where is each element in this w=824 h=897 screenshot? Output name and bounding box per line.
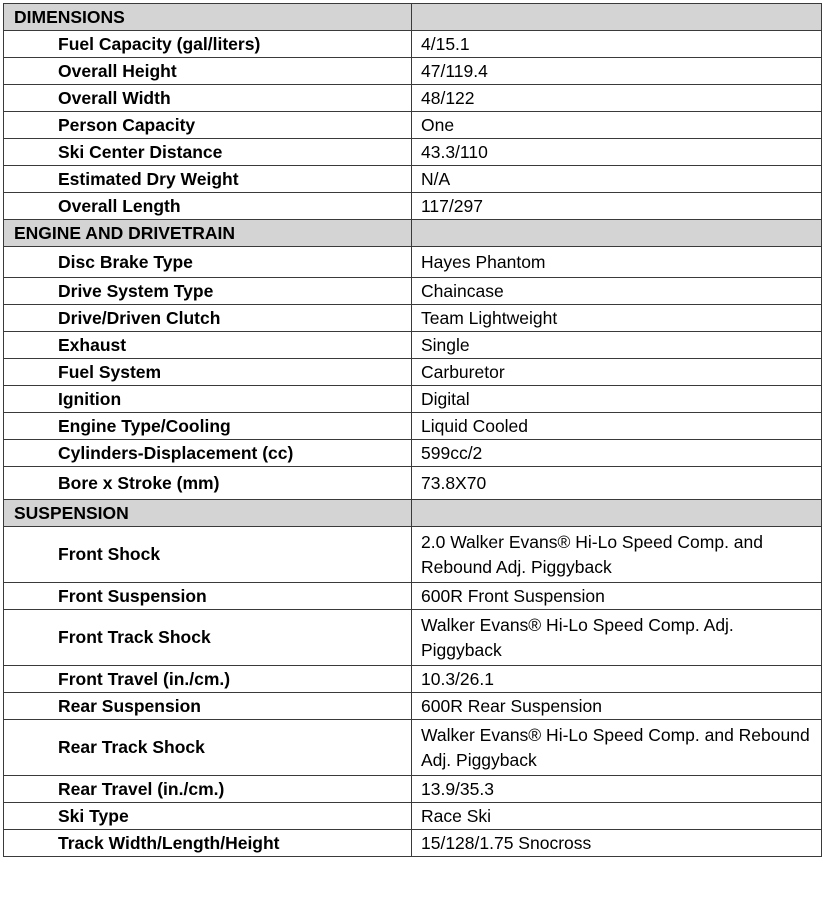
spec-row xyxy=(4,386,822,413)
section-header-blank xyxy=(412,4,822,31)
spec-label: Rear Track Shock xyxy=(4,720,412,776)
spec-row xyxy=(4,332,822,359)
spec-row xyxy=(4,583,822,610)
spec-value: 15/128/1.75 Snocross xyxy=(412,830,822,857)
spec-row xyxy=(4,830,822,857)
spec-row xyxy=(4,247,822,278)
spec-value: 4/15.1 xyxy=(412,31,822,58)
spec-row xyxy=(4,693,822,720)
spec-label: Front Suspension xyxy=(4,583,412,610)
spec-value: 13.9/35.3 xyxy=(412,776,822,803)
spec-row xyxy=(4,610,822,666)
section-title: SUSPENSION xyxy=(4,500,412,527)
spec-row xyxy=(4,58,822,85)
spec-row xyxy=(4,803,822,830)
spec-row xyxy=(4,139,822,166)
spec-value: Carburetor xyxy=(412,359,822,386)
spec-label: Person Capacity xyxy=(4,112,412,139)
spec-value: Walker Evans® Hi-Lo Speed Comp. Adj. Piggyback xyxy=(412,610,822,666)
spec-value: One xyxy=(412,112,822,139)
spec-label: Track Width/Length/Height xyxy=(4,830,412,857)
spec-label: Ski Center Distance xyxy=(4,139,412,166)
spec-label: Bore x Stroke (mm) xyxy=(4,467,412,500)
spec-label: Fuel Capacity (gal/liters) xyxy=(4,31,412,58)
spec-row xyxy=(4,413,822,440)
spec-label: Overall Height xyxy=(4,58,412,85)
spec-value: Race Ski xyxy=(412,803,822,830)
spec-row xyxy=(4,305,822,332)
spec-row xyxy=(4,112,822,139)
spec-row xyxy=(4,720,822,776)
spec-label: Front Track Shock xyxy=(4,610,412,666)
spec-value: 2.0 Walker Evans® Hi-Lo Speed Comp. and Rebound Adj. Piggyback xyxy=(412,527,822,583)
section-header-blank xyxy=(412,220,822,247)
spec-label: Disc Brake Type xyxy=(4,247,412,278)
section-header-suspension xyxy=(4,500,822,527)
spec-value: Single xyxy=(412,332,822,359)
spec-value: 10.3/26.1 xyxy=(412,666,822,693)
spec-value: 73.8X70 xyxy=(412,467,822,500)
section-header-engine-drivetrain xyxy=(4,220,822,247)
spec-row xyxy=(4,166,822,193)
spec-row xyxy=(4,31,822,58)
spec-value: 599cc/2 xyxy=(412,440,822,467)
spec-value: 43.3/110 xyxy=(412,139,822,166)
spec-value: Walker Evans® Hi-Lo Speed Comp. and Rebound Adj. Piggyback xyxy=(412,720,822,776)
spec-row xyxy=(4,527,822,583)
spec-row xyxy=(4,359,822,386)
spec-label: Rear Suspension xyxy=(4,693,412,720)
spec-label: Cylinders-Displacement (cc) xyxy=(4,440,412,467)
spec-value: Chaincase xyxy=(412,278,822,305)
spec-value: Hayes Phantom xyxy=(412,247,822,278)
spec-label: Front Shock xyxy=(4,527,412,583)
spec-value: 47/119.4 xyxy=(412,58,822,85)
spec-label: Ski Type xyxy=(4,803,412,830)
spec-label: Drive/Driven Clutch xyxy=(4,305,412,332)
spec-value: 48/122 xyxy=(412,85,822,112)
section-title: DIMENSIONS xyxy=(4,4,412,31)
spec-label: Overall Width xyxy=(4,85,412,112)
spec-row xyxy=(4,85,822,112)
spec-label: Exhaust xyxy=(4,332,412,359)
spec-value: Liquid Cooled xyxy=(412,413,822,440)
section-header-blank xyxy=(412,500,822,527)
spec-label: Ignition xyxy=(4,386,412,413)
spec-label: Fuel System xyxy=(4,359,412,386)
spec-row xyxy=(4,278,822,305)
spec-label: Engine Type/Cooling xyxy=(4,413,412,440)
spec-table xyxy=(3,3,822,857)
section-header-dimensions xyxy=(4,4,822,31)
spec-label: Rear Travel (in./cm.) xyxy=(4,776,412,803)
spec-label: Estimated Dry Weight xyxy=(4,166,412,193)
spec-label: Front Travel (in./cm.) xyxy=(4,666,412,693)
spec-row xyxy=(4,776,822,803)
spec-value: 117/297 xyxy=(412,193,822,220)
spec-row xyxy=(4,440,822,467)
spec-row xyxy=(4,467,822,500)
spec-value: N/A xyxy=(412,166,822,193)
spec-value: 600R Rear Suspension xyxy=(412,693,822,720)
spec-row xyxy=(4,193,822,220)
spec-label: Overall Length xyxy=(4,193,412,220)
spec-row xyxy=(4,666,822,693)
spec-value: Digital xyxy=(412,386,822,413)
section-title: ENGINE AND DRIVETRAIN xyxy=(4,220,412,247)
spec-label: Drive System Type xyxy=(4,278,412,305)
spec-value: Team Lightweight xyxy=(412,305,822,332)
spec-value: 600R Front Suspension xyxy=(412,583,822,610)
